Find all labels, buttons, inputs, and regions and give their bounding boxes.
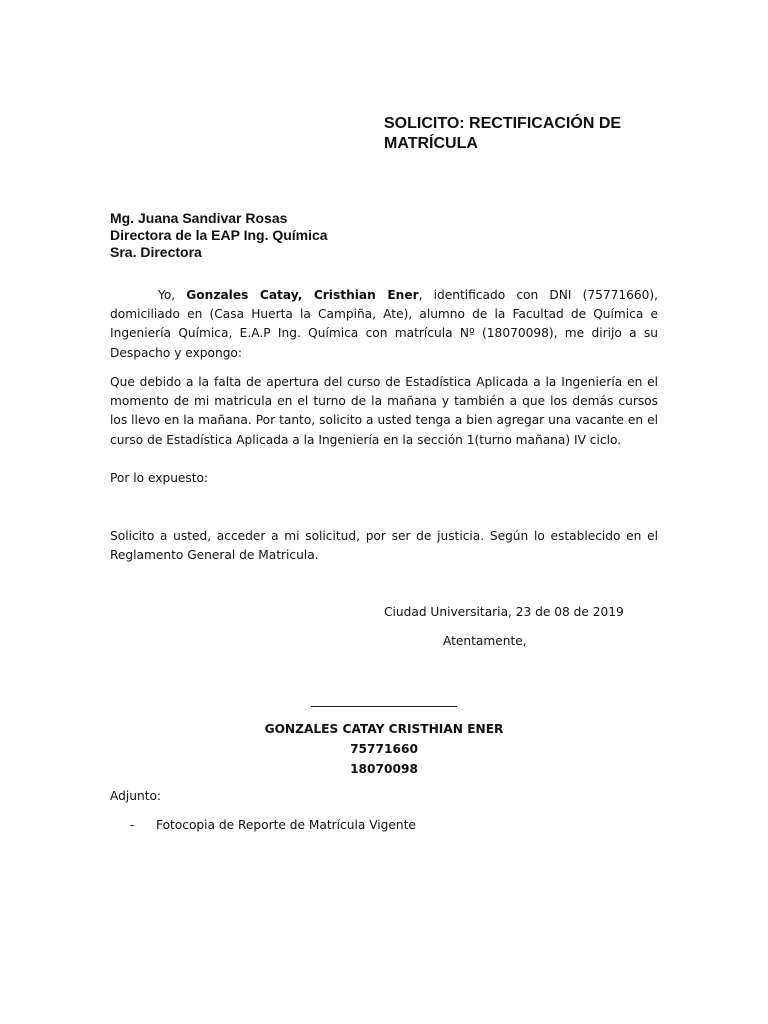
body-paragraph: Que debido a la falta de apertura del curso de Estadística Aplicada a la Ingeniería en el momento de mi matricula en el turno de la mañana y también a que los demás cursos los llevo en la mañana. Por tanto, solicito a usted tenga a bien agregar una vacante en el curso de Estadística Aplicada a la Ingeniería en la sección 1(turno mañana) IV ciclo. xyxy=(110,375,658,447)
addressee-position: Directora de la EAP Ing. Química xyxy=(110,227,328,243)
farewell: Atentamente, xyxy=(443,634,527,648)
signature-line xyxy=(311,706,457,707)
student-name: Gonzales Catay, Cristhian Ener xyxy=(186,288,419,302)
signature-name: GONZALES CATAY CRISTHIAN ENER xyxy=(264,722,504,736)
intro-paragraph xyxy=(110,286,658,363)
attachment-bullet: - xyxy=(130,818,135,832)
subject-line-1: SOLICITO: RECTIFICACIÓN DE xyxy=(384,115,622,132)
signature-dni: 75771660 xyxy=(350,742,418,756)
subject-line-2: MATRÍCULA xyxy=(384,135,478,152)
addressee-salutation: Sra. Directora xyxy=(110,244,202,260)
place-date: Ciudad Universitaria, 23 de 08 de 2019 xyxy=(384,605,624,619)
addressee-block xyxy=(110,210,510,261)
attachment-text: Fotocopia de Reporte de Matrícula Vigente xyxy=(156,818,416,832)
intro-pre: Yo, xyxy=(158,288,187,302)
signature-block xyxy=(240,719,528,779)
signature-code: 18070098 xyxy=(350,762,418,776)
subject-heading xyxy=(384,114,684,154)
request-paragraph: Solicito a usted, acceder a mi solicitud, por ser de justicia. Según lo establecido en el Reglamento General de Matricula. xyxy=(110,529,658,563)
intro-post: , identificado con DNI (75771660), domiciliado en (Casa Huerta la Campiña, Ate), alumno de la Facultad de Química e Ingeniería Química, E.A.P Ing. Química con matrícula Nº (18070098), me dirijo a su Despacho y expongo: xyxy=(110,288,659,360)
attachments-label: Adjunto: xyxy=(110,789,162,803)
closing-intro: Por lo expuesto: xyxy=(110,471,209,485)
attachment-item xyxy=(130,816,416,835)
addressee-name: Mg. Juana Sandivar Rosas xyxy=(110,210,288,226)
